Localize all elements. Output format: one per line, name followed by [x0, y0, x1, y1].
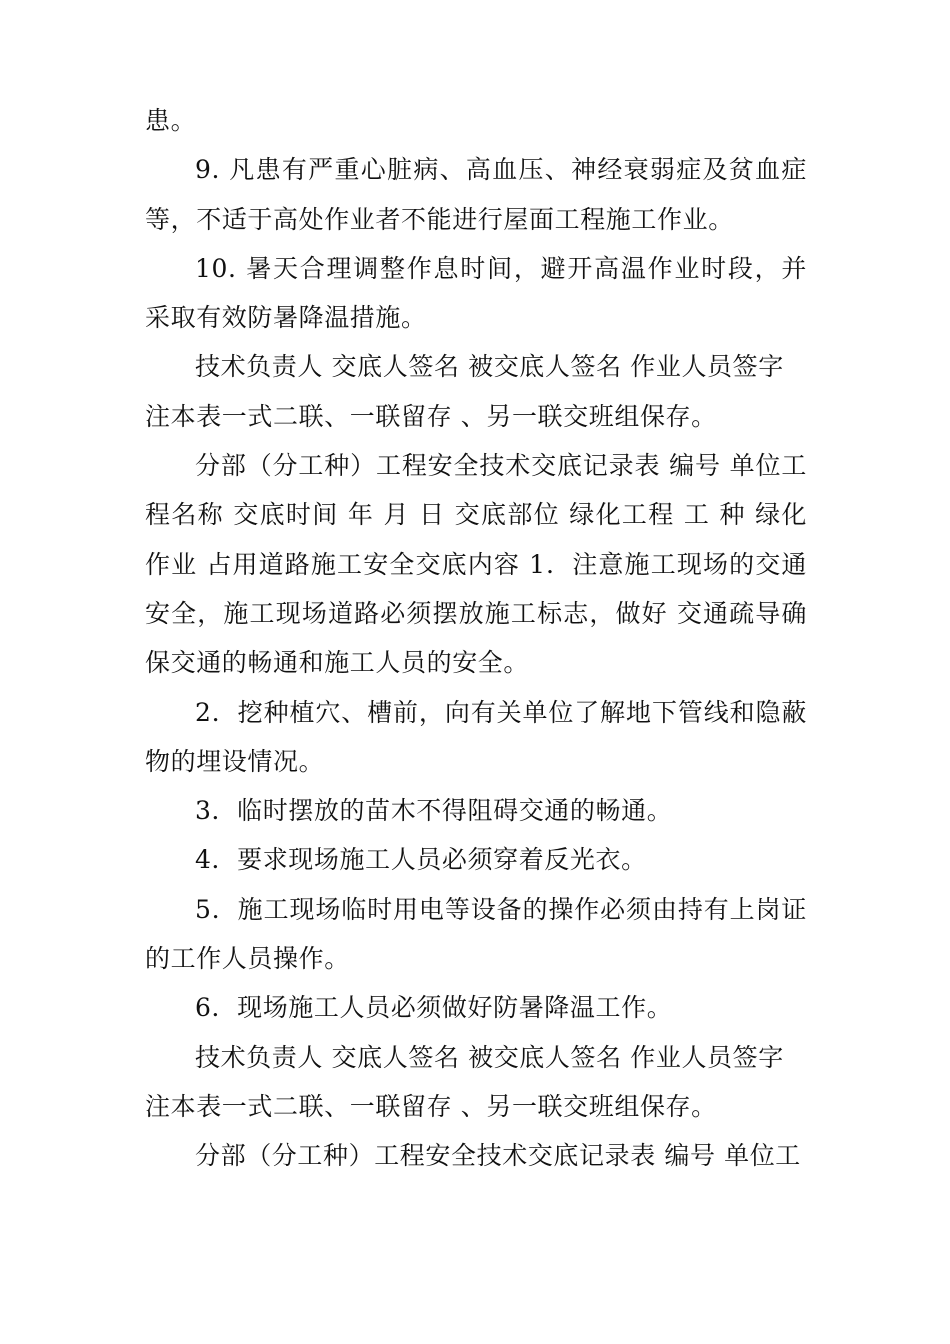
record-table-header: 分部（分工种）工程安全技术交底记录表 编号 单位工	[195, 1141, 801, 1171]
paragraph-item-3: 3．临时摆放的苗木不得阻碍交通的畅通。	[195, 796, 673, 826]
paragraph-item-4: 4．要求现场施工人员必须穿着反光衣。	[195, 845, 647, 875]
form-note: 注本表一式二联、一联留存 、另一联交班组保存。	[145, 401, 717, 431]
paragraph-item-6: 6．现场施工人员必须做好防暑降温工作。	[195, 993, 673, 1023]
paragraph-item-5: 5．施工现场临时用电等设备的操作必须由持有上岗证的工作人员操作。	[145, 894, 807, 974]
paragraph-continuation: 患。	[145, 106, 197, 135]
paragraph-item-9: 9. 凡患有严重心脏病、高血压、神经衰弱症及贫血症等，不适于高处作业者不能进行屋面工程施工作业。	[145, 155, 807, 234]
paragraph-item-10: 10. 暑天合理调整作息时间，避开高温作业时段，并采取有效防暑降温措施。	[145, 253, 807, 333]
document-page	[145, 96, 807, 1181]
record-table-header: 分部（分工种）工程安全技术交底记录表 编号 单位工程名称 交底时间 年 月 日 交底部位 绿化工程 工 种 绿化作业 占用道路施工安全交底内容 1．注意施工现场的交通安全，施工现场道路必须摆放施工标志，做好 交通疏导确保交通的畅通和施工人员的安全。	[145, 451, 807, 678]
form-note: 注本表一式二联、一联留存 、另一联交班组保存。	[145, 1091, 717, 1121]
signature-line: 技术负责人 交底人签名 被交底人签名 作业人员签字	[195, 1042, 784, 1072]
paragraph-item-2: 2．挖种植穴、槽前，向有关单位了解地下管线和隐蔽物的埋设情况。	[145, 697, 807, 776]
signature-line: 技术负责人 交底人签名 被交底人签名 作业人员签字	[195, 352, 784, 382]
